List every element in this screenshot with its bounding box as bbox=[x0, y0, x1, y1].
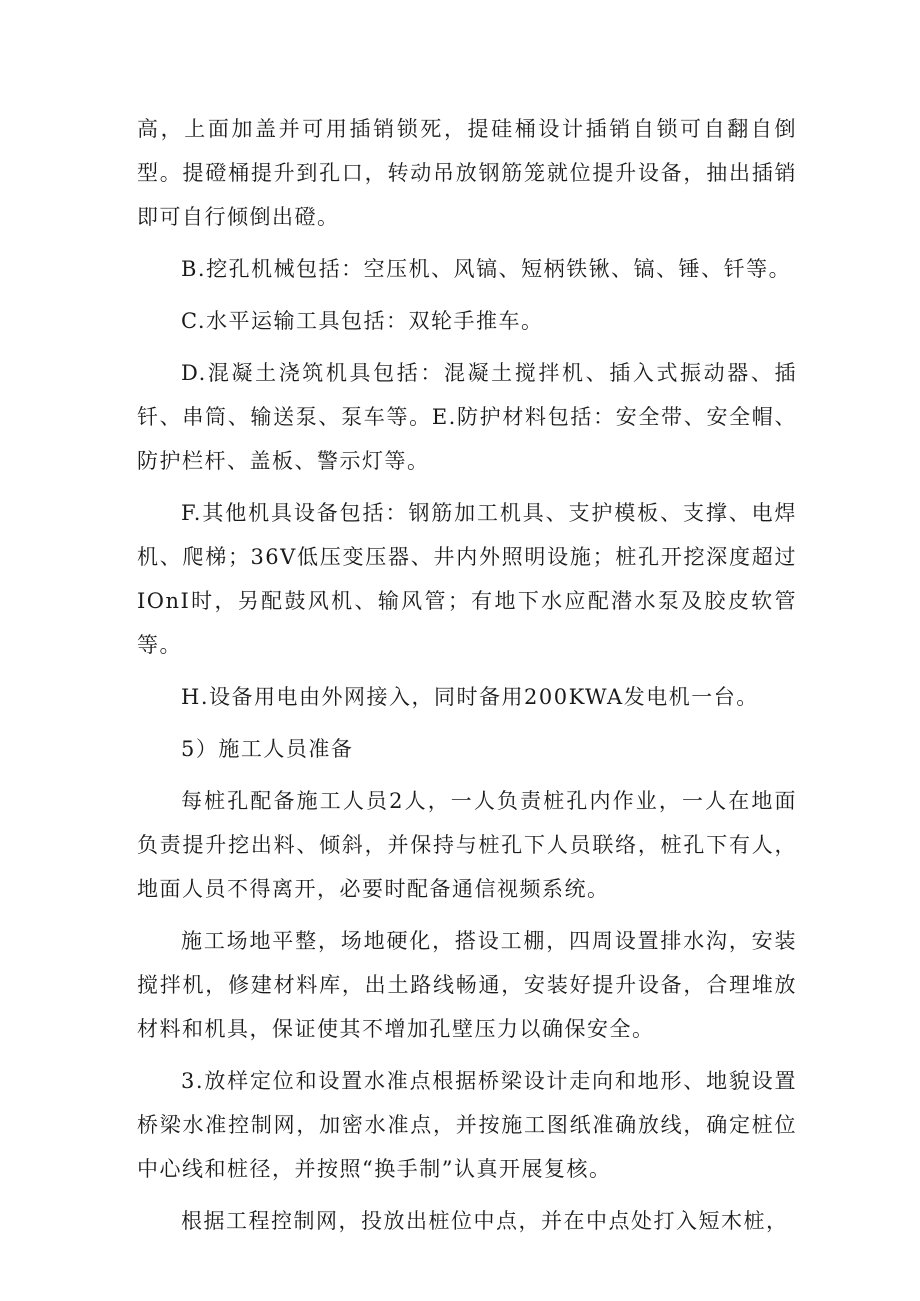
document-body bbox=[137, 107, 797, 1251]
paragraph-concrete-equipment: D.混凝土浇筑机具包括：混凝土搅拌机、插入式振动器、插钎、串筒、输送泵、泵车等。E.防护材料包括：安全带、安全帽、防护栏杆、盖板、警示灯等。 bbox=[137, 361, 797, 473]
paragraph-other-equipment: F.其他机具设备包括：钢筋加工机具、支护模板、支撑、电焊机、爬梯；36V低压变压器、井内外照明设施；桩孔开挖深度超过IOnI时，另配鼓风机、输风管；有地下水应配潜水泵及胶皮软管等。 bbox=[137, 501, 797, 657]
paragraph-survey-setting-out: 3.放样定位和设置水准点根据桥梁设计走向和地形、地貌设置桥梁水准控制网，加密水准点，并按施工图纸准确放线，确定桩位中心线和桩径，并按照“换手制”认真开展复核。 bbox=[137, 1069, 797, 1181]
section-heading-personnel: 5）施工人员准备 bbox=[181, 737, 354, 761]
paragraph-power-supply: H.设备用电由外网接入，同时备用200KWA发电机一台。 bbox=[181, 685, 759, 709]
paragraph-bucket-description: 高，上面加盖并可用插销锁死，提硅桶设计插销自锁可自翻自倒型。提磴桶提升到孔口，转动吊放钢筋笼就位提升设备，抽出插销即可自行倾倒出磴。 bbox=[137, 117, 797, 229]
paragraph-horizontal-transport: C.水平运输工具包括：双轮手推车。 bbox=[181, 309, 544, 333]
paragraph-personnel-allocation: 每桩孔配备施工人员2人，一人负责桩孔内作业，一人在地面负责提升挖出料、倾斜，并保持与桩孔下人员联络，桩孔下有人，地面人员不得离开，必要时配备通信视频系统。 bbox=[137, 789, 797, 901]
paragraph-pile-positioning: 根据工程控制网，投放出桩位中点，并在中点处打入短木桩， bbox=[181, 1209, 789, 1233]
paragraph-drilling-machinery: B.挖孔机械包括：空压机、风镐、短柄铁锹、镐、锤、钎等。 bbox=[181, 257, 792, 281]
paragraph-site-preparation: 施工场地平整，场地硬化，搭设工棚，四周设置排水沟，安装搅拌机，修建材料库，出土路线畅通，安装好提升设备，合理堆放材料和机具，保证使其不增加孔壁压力以确保安全。 bbox=[137, 929, 797, 1041]
